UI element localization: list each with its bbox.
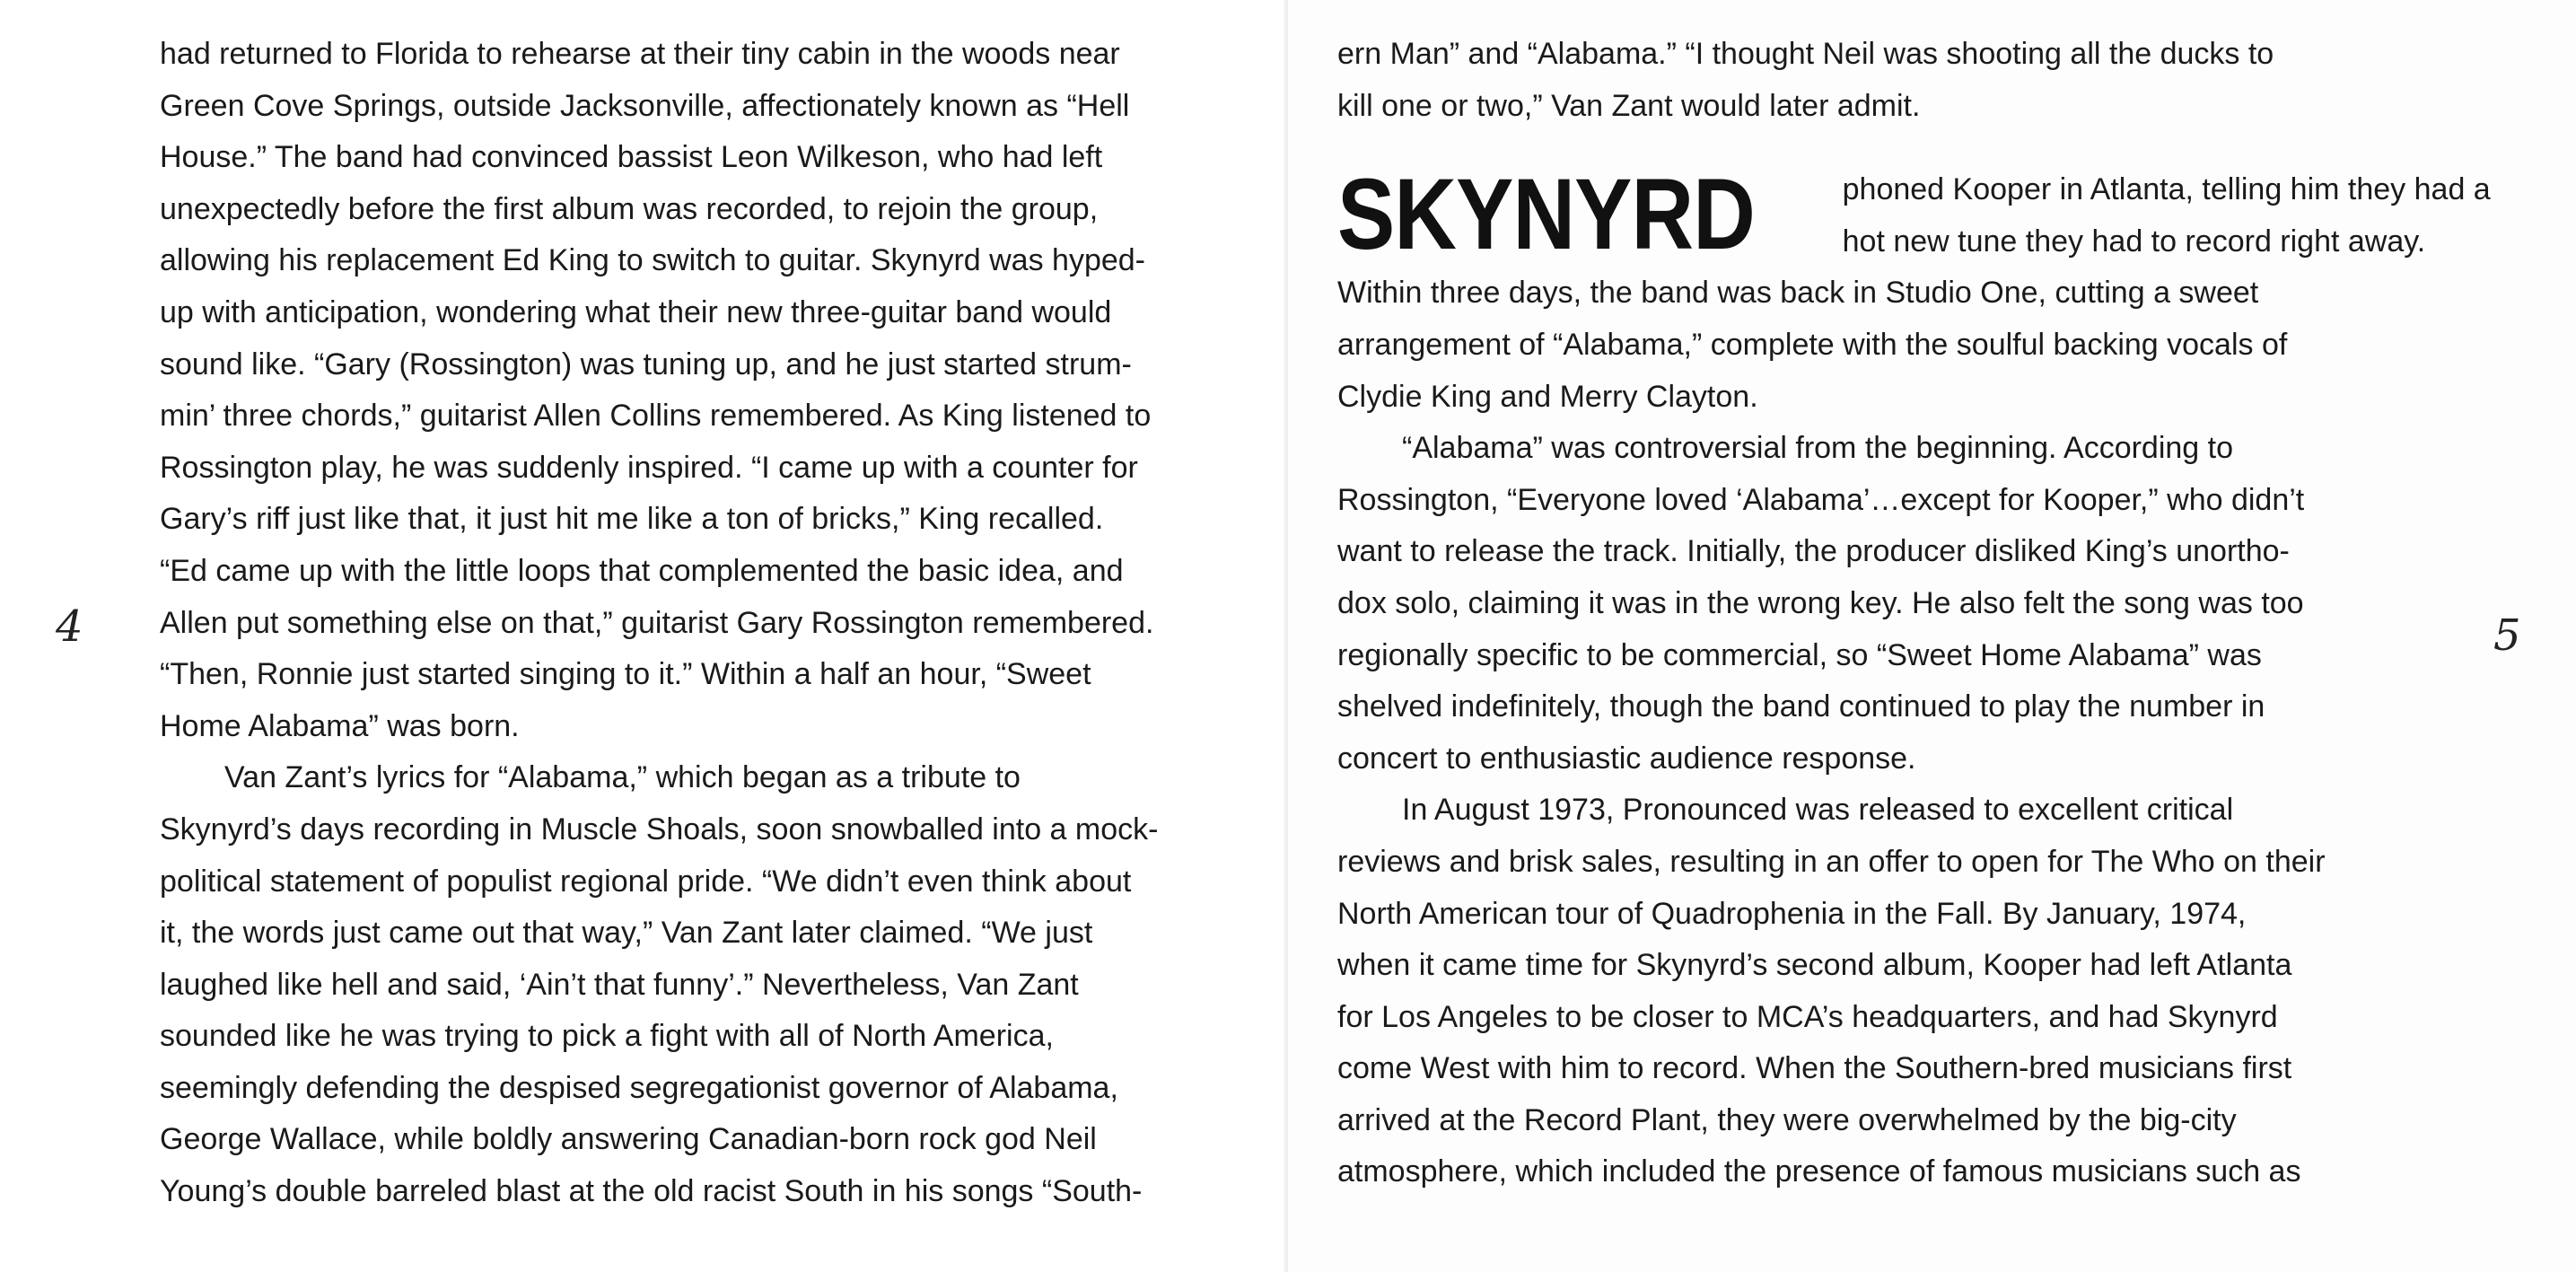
text-line: phoned Kooper in Atlanta, telling him they had a <box>1842 172 2491 207</box>
text-line: “Then, Ronnie just started singing to it.” Within a half an hour, “Sweet <box>160 657 1091 692</box>
text-line: Gary’s riff just like that, it just hit me like a ton of bricks,” King recalled. <box>160 502 1104 537</box>
text-line: Allen put something else on that,” guitarist Gary Rossington remembered. <box>160 605 1154 640</box>
text-line: George Wallace, while boldly answering Canadian-born rock god Neil <box>160 1122 1097 1157</box>
text-line: dox solo, claiming it was in the wrong key. He also felt the song was too <box>1337 585 2304 620</box>
text-line: Home Alabama” was born. <box>160 708 520 743</box>
text-line: it, the words just came out that way,” Van Zant later claimed. “We just <box>160 916 1093 951</box>
text-line: reviews and brisk sales, resulting in an offer to open for The Who on their <box>1337 844 2326 879</box>
text-line: sound like. “Gary (Rossington) was tuning up, and he just started strum- <box>160 347 1132 382</box>
text-line: kill one or two,” Van Zant would later admit. <box>1337 88 1921 123</box>
text-line: arrived at the Record Plant, they were overwhelmed by the big-city <box>1337 1102 2237 1137</box>
text-line: min’ three chords,” guitarist Allen Collins remembered. As King listened to <box>160 399 1152 434</box>
text-line: up with anticipation, wondering what their new three-guitar band would <box>160 294 1112 329</box>
text-line: seemingly defending the despised segregationist governor of Alabama, <box>160 1070 1118 1105</box>
paragraph-start-line: In August 1973, Pronounced was released to excellent critical <box>1402 793 2234 828</box>
text-line: Within three days, the band was back in Studio One, cutting a sweet <box>1337 276 2259 311</box>
text-line: sounded like he was trying to pick a fight with all of North America, <box>160 1019 1054 1054</box>
right-text-column <box>1337 29 2491 1198</box>
left-text-column <box>160 29 1264 1218</box>
page-number-left: 4 <box>56 601 83 652</box>
text-line: “Ed came up with the little loops that complemented the basic idea, and <box>160 553 1124 588</box>
dropcap-paragraph <box>1337 158 2491 320</box>
text-line: arrangement of “Alabama,” complete with the soulful backing vocals of <box>1337 327 2288 362</box>
text-line: laughed like hell and said, ‘Ain’t that funny’.” Nevertheless, Van Zant <box>160 967 1079 1002</box>
text-line: had returned to Florida to rehearse at their tiny cabin in the woods near <box>160 37 1120 71</box>
text-line: Young’s double barreled blast at the old racist South in his songs “South- <box>160 1174 1143 1209</box>
text-line: Rossington, “Everyone loved ‘Alabama’…except for Kooper,” who didn’t <box>1337 482 2305 517</box>
text-line: ern Man” and “Alabama.” “I thought Neil was shooting all the ducks to <box>1337 37 2274 71</box>
text-line: unexpectedly before the first album was recorded, to rejoin the group, <box>160 191 1099 226</box>
text-line: regionally specific to be commercial, so “Sweet Home Alabama” was <box>1337 637 2262 672</box>
paragraph-start-line: “Alabama” was controversial from the beginning. According to <box>1402 431 2234 466</box>
dropcap-word: SKYNYRD <box>1337 158 1755 271</box>
text-line: political statement of populist regional pride. “We didn’t even think about <box>160 864 1132 899</box>
text-line: for Los Angeles to be closer to MCA’s headquarters, and had Skynyrd <box>1337 999 2278 1034</box>
text-line: North American tour of Quadrophenia in the Fall. By January, 1974, <box>1337 896 2247 931</box>
paragraph-start-line: Van Zant’s lyrics for “Alabama,” which began as a tribute to <box>224 760 1021 795</box>
text-line: concert to enthusiastic audience response. <box>1337 741 1916 776</box>
page-number-right: 5 <box>2493 610 2521 661</box>
text-line: want to release the track. Initially, the producer disliked King’s unortho- <box>1337 534 2290 569</box>
text-line: allowing his replacement Ed King to switch to guitar. Skynyrd was hyped- <box>160 243 1145 278</box>
text-line: hot new tune they had to record right away. <box>1842 224 2426 259</box>
text-line: House.” The band had convinced bassist Leon Wilkeson, who had left <box>160 140 1103 175</box>
text-line: atmosphere, which included the presence of famous musicians such as <box>1337 1154 2301 1189</box>
text-line: Skynyrd’s days recording in Muscle Shoals, soon snowballed into a mock- <box>160 811 1159 847</box>
text-line: come West with him to record. When the Southern-bred musicians first <box>1337 1051 2292 1086</box>
text-line: Rossington play, he was suddenly inspired. “I came up with a counter for <box>160 450 1138 485</box>
text-line: shelved indefinitely, though the band continued to play the number in <box>1337 689 2265 724</box>
text-line: Clydie King and Merry Clayton. <box>1337 379 1758 414</box>
text-line: when it came time for Skynyrd’s second album, Kooper had left Atlanta <box>1337 948 2292 983</box>
text-line: Green Cove Springs, outside Jacksonville, affectionately known as “Hell <box>160 88 1130 123</box>
